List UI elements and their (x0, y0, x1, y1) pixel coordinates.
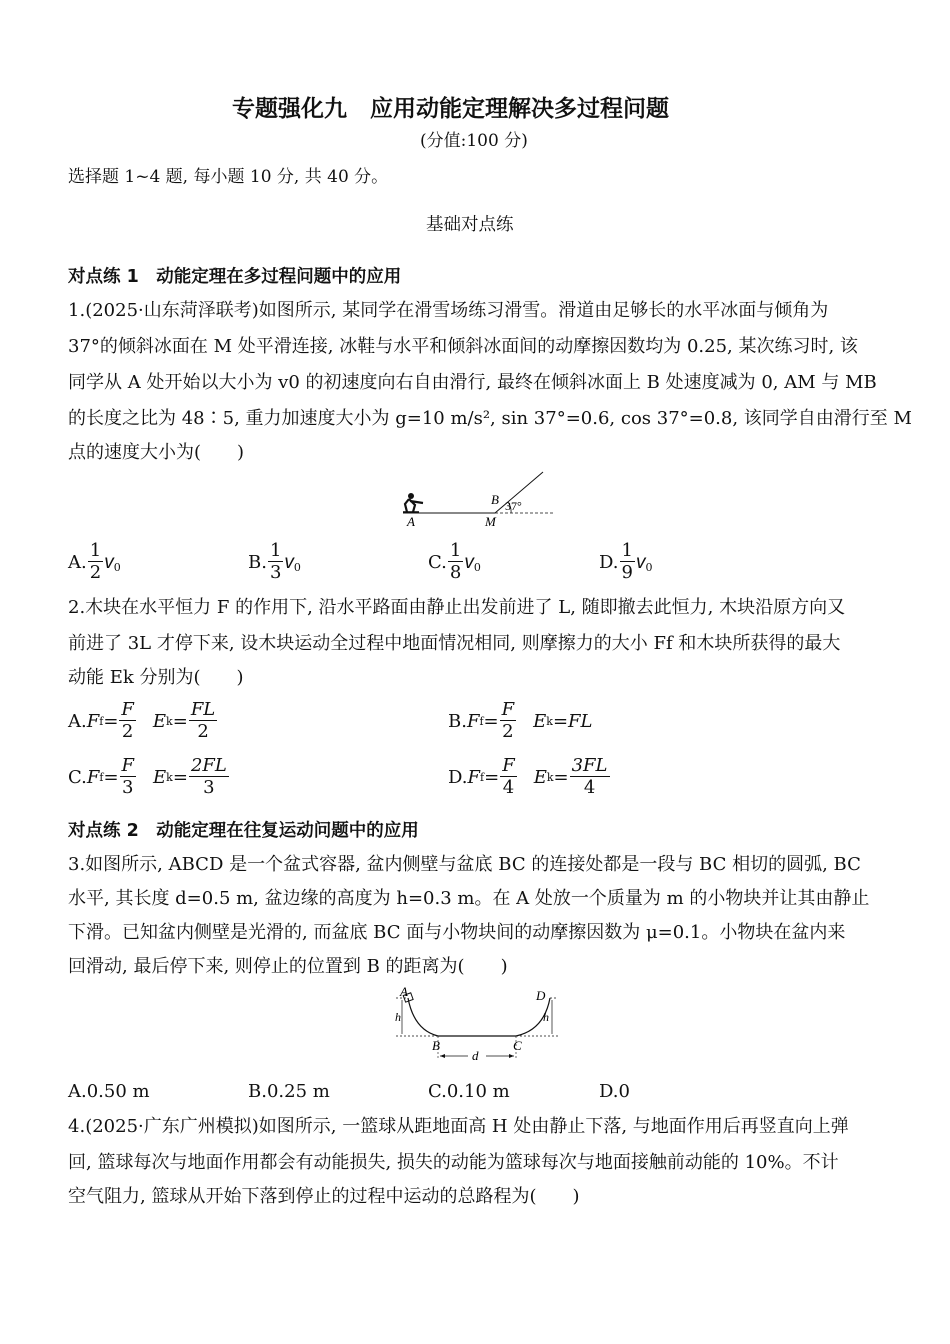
label-A: A (407, 514, 415, 529)
page-title: 专题强化九 应用动能定理解决多过程问题 (232, 96, 669, 122)
frac-den: 9 (621, 562, 633, 583)
fraction (448, 541, 463, 584)
q2-line1: 2.木块在水平恒力 F 的作用下, 沿水平路面由静止出发前进了 L, 随即撤去此恒力, 木块沿原方向又 (68, 597, 846, 618)
practice-2-heading: 对点练 2 动能定理在往复运动问题中的应用 (68, 821, 419, 841)
q1-option-d[interactable] (599, 541, 652, 584)
q3-line1: 3.如图所示, ABCD 是一个盆式容器, 盆内侧壁与盆底 BC 的连接处都是一段与 BC 相切的圆弧, BC (68, 854, 861, 875)
q3-option-c[interactable]: C.0.10 m (428, 1081, 510, 1102)
q2-option-a[interactable]: A. F f = $\frac{F}{2}$ E k = $\frac{FL}{2}$ (68, 699, 216, 742)
sub: 0 (113, 560, 121, 574)
fraction (268, 541, 283, 584)
frac-num: 1 (449, 540, 462, 561)
q3-line3: 下滑。已知盆内侧壁是光滑的, 而盆底 BC 面与小物块间的动摩擦因数为 μ=0.1。小物块在盆内来 (68, 922, 846, 943)
frac-den: 8 (449, 562, 462, 583)
frac-num: F (502, 755, 515, 776)
instructions: 选择题 1~4 题, 每小题 10 分, 共 40 分。 (68, 167, 389, 187)
q2-option-d[interactable]: D. F f = $\frac{F}{4}$ E k = $\frac{3FL}{4}$ (448, 755, 608, 798)
q3-figure (392, 986, 562, 1068)
frac-num: F (121, 755, 135, 776)
label-angle: 37° (505, 499, 522, 513)
option-label: A. (68, 711, 87, 732)
v0 (636, 552, 653, 574)
q1-line4: 的长度之比为 48∶5, 重力加速度大小为 g=10 m/s², sin 37°=0.6, cos 37°=0.8, 该同学自由滑行至 M (68, 408, 912, 429)
q3-line4: 回滑动, 最后停下来, 则停止的位置到 B 的距离为( ) (68, 956, 508, 977)
var: v (464, 551, 474, 573)
q1-line5: 点的速度大小为( ) (68, 442, 245, 463)
sub: 0 (473, 560, 481, 574)
frac-num: 1 (269, 540, 282, 561)
label-h-left: h (395, 1010, 401, 1024)
frac-den: 4 (502, 777, 515, 798)
frac-num: 1 (89, 540, 102, 561)
option-label: B. (448, 711, 467, 732)
q4-text: 如图所示, 一篮球从距地面高 H 处由静止下落, 与地面作用后再竖直向上弹 (258, 1116, 849, 1137)
var: v (104, 551, 114, 573)
q1-option-a[interactable] (68, 541, 121, 584)
q1-line1 (68, 301, 828, 321)
q3-option-a[interactable]: A.0.50 m (68, 1081, 150, 1102)
frac-den: 2 (197, 721, 209, 742)
var: v (635, 551, 646, 573)
fraction (500, 756, 517, 799)
q4-line2: 回, 篮球每次与地面作用都会有动能损失, 损失的动能为篮球每次与地面接触前动能的 10%。不计 (68, 1152, 839, 1173)
q2-line3: 动能 Ek 分别为( ) (68, 667, 244, 688)
frac-den: 3 (203, 777, 215, 798)
frac-den: 2 (502, 721, 514, 742)
q1-option-b[interactable] (248, 541, 301, 584)
fraction (189, 756, 229, 799)
label-h-right: h (543, 1010, 549, 1024)
option-label: D. (448, 767, 468, 788)
var: v (284, 551, 294, 573)
frac-den: 3 (269, 562, 282, 583)
label-C: C (513, 1038, 522, 1053)
q3-line2: 水平, 其长度 d=0.5 m, 盆边缘的高度为 h=0.3 m。在 A 处放一个质量为 m 的小物块并让其由静止 (68, 888, 870, 909)
score-note: (分值:100 分) (420, 131, 528, 151)
label-B: B (491, 492, 499, 507)
ek-value: FL (568, 711, 593, 732)
sub: 0 (293, 560, 301, 574)
basin-outline (408, 998, 550, 1036)
label-D: D (536, 988, 546, 1003)
q1-line3: 同学从 A 处开始以大小为 v0 的初速度向右自由滑行, 最终在倾斜冰面上 B 处速度减为 0, AM 与 MB (68, 372, 877, 393)
fraction (500, 700, 517, 743)
q2-option-b[interactable]: B. F f = $\frac{F}{2}$ E k = FL (448, 699, 593, 742)
q1-line2: 37°的倾斜冰面在 M 处平滑连接, 冰鞋与水平和倾斜冰面间的动摩擦因数均为 0.25, 某次练习时, 该 (68, 336, 858, 357)
practice-1-heading: 对点练 1 动能定理在多过程问题中的应用 (68, 267, 402, 287)
frac-den: 3 (122, 777, 134, 798)
frac-den: 2 (121, 721, 134, 742)
v0 (284, 552, 301, 574)
option-label: C. (68, 767, 87, 788)
q4-source: (2025·广东广州模拟) (85, 1116, 259, 1137)
q1-option-c[interactable] (428, 541, 481, 584)
v0 (464, 552, 481, 574)
v0 (104, 552, 121, 574)
frac-num: 1 (621, 540, 633, 561)
frac-num: F (121, 699, 134, 720)
fraction (119, 700, 136, 743)
option-label: B. (248, 552, 267, 573)
option-label: D. (599, 552, 619, 573)
frac-num: 3FL (571, 755, 608, 776)
frac-den: 4 (583, 777, 596, 798)
q2-line2: 前进了 3L 才停下来, 设木块运动全过程中地面情况相同, 则摩擦力的大小 Ff 和木块所获得的最大 (68, 633, 841, 654)
fraction (120, 756, 137, 799)
q1-text: 如图所示, 某同学在滑雪场练习滑雪。滑道由足够长的水平冰面与倾角为 (258, 300, 829, 321)
fraction (189, 700, 217, 743)
frac-num: FL (190, 699, 216, 720)
q3-option-d[interactable]: D.0 (599, 1081, 630, 1102)
q4-line1 (68, 1117, 849, 1137)
sub: 0 (645, 560, 653, 574)
q4-line3: 空气阻力, 篮球从开始下落到停止的过程中运动的总路程为( ) (68, 1186, 580, 1207)
q4-number: 4. (68, 1116, 86, 1137)
label-M: M (485, 514, 496, 529)
q1-number: 1. (68, 300, 86, 321)
frac-num: F (501, 699, 515, 720)
section-basic: 基础对点练 (426, 215, 514, 235)
label-B: B (432, 1038, 440, 1053)
frac-den: 2 (89, 562, 102, 583)
label-d: d (472, 1048, 479, 1063)
option-label: C. (428, 552, 447, 573)
q3-option-b[interactable]: B.0.25 m (248, 1081, 330, 1102)
frac-num: 2FL (190, 755, 227, 776)
fraction (88, 541, 103, 584)
fraction (620, 541, 635, 584)
q2-option-c[interactable]: C. F f = $\frac{F}{3}$ E k = $\frac{2FL}{3}$ (68, 755, 227, 798)
fraction (570, 756, 610, 799)
option-label: A. (68, 552, 87, 573)
q1-figure (395, 468, 560, 530)
label-A: A (400, 986, 408, 999)
q1-source: (2025·山东菏泽联考) (85, 300, 259, 321)
skier-icon (403, 493, 423, 512)
